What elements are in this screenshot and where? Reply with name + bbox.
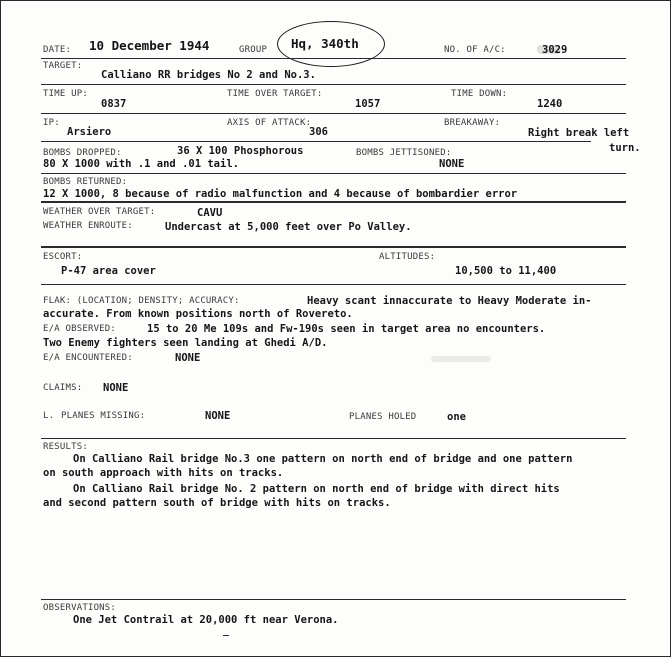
observations-value: One Jet Contrail at 20,000 ft near Verona. xyxy=(73,614,339,626)
planes-missing-value: NONE xyxy=(205,410,231,422)
time-over-target-label: TIME OVER TARGET: xyxy=(227,89,323,99)
flak-line2: accurate. From known positions north of Rovereto. xyxy=(43,308,353,320)
ea-observed-label: E/A OBSERVED: xyxy=(43,324,117,334)
ea-encountered-label: E/A ENCOUNTERED: xyxy=(43,353,133,363)
claims-value: NONE xyxy=(103,382,129,394)
date-label: DATE: xyxy=(43,45,72,55)
flak-label: FLAK: (LOCATION; DENSITY; ACCURACY: xyxy=(43,296,240,306)
escort-label: ESCORT: xyxy=(43,252,83,262)
time-over-target-value: 1057 xyxy=(355,98,381,110)
ip-value: Arsiero xyxy=(67,126,112,138)
time-down-value: 1240 xyxy=(537,98,563,110)
bombs-dropped-line2: 80 X 1000 with .1 and .01 tail. xyxy=(43,158,239,170)
breakaway-value-line1: Right break left xyxy=(528,127,630,139)
results-line1: On Calliano Rail bridge No.3 one pattern on north end of bridge and one pattern xyxy=(73,453,573,465)
small-dash-mark xyxy=(223,635,229,636)
bombs-dropped-label: BOMBS DROPPED: xyxy=(43,148,122,158)
bombs-jettisoned-label: BOMBS JETTISONED: xyxy=(356,148,452,158)
results-line2: on south approach with hits on tracks. xyxy=(43,467,284,479)
time-up-value: 0837 xyxy=(101,98,127,110)
axis-of-attack-label: AXIS OF ATTACK: xyxy=(227,118,312,128)
bombs-jettisoned-value: NONE xyxy=(439,158,465,170)
altitudes-value: 10,500 to 11,400 xyxy=(455,265,557,277)
rule-ip xyxy=(41,141,591,142)
planes-holed-value: one xyxy=(447,411,466,423)
faded-text-smudge xyxy=(431,356,491,362)
altitudes-label: ALTITUDES: xyxy=(379,252,436,262)
rule-observations xyxy=(41,599,626,600)
bombs-returned-label: BOMBS RETURNED: xyxy=(43,177,128,187)
results-line3: On Calliano Rail bridge No. 2 pattern on north end of bridge with direct hits xyxy=(73,483,560,495)
bombs-returned-value: 12 X 1000, 8 because of radio malfunction and 4 because of bombardier error xyxy=(43,188,518,200)
breakaway-value-line2: turn. xyxy=(609,142,641,154)
axis-of-attack-value: 306 xyxy=(309,126,328,138)
target-value: Calliano RR bridges No 2 and No.3. xyxy=(101,69,316,81)
rule-bombs-returned xyxy=(41,201,626,203)
weather-enroute-label: WEATHER ENROUTE: xyxy=(43,221,133,231)
group-value: Hq, 340th xyxy=(291,36,359,51)
rule-bombs-dropped xyxy=(41,173,626,174)
time-up-label: TIME UP: xyxy=(43,89,88,99)
bombs-dropped-line1: 36 X 100 Phosphorous xyxy=(177,145,304,157)
results-label: RESULTS: xyxy=(43,442,88,452)
rule-date xyxy=(41,58,626,59)
flak-line1: Heavy scant innaccurate to Heavy Moderate in- xyxy=(307,295,592,307)
results-line4: and second pattern south of bridge with hits on tracks. xyxy=(43,497,391,509)
ea-observed-line1: 15 to 20 Me 109s and Fw-190s seen in target area no encounters. xyxy=(147,323,546,335)
ea-encountered-value: NONE xyxy=(175,352,201,364)
target-label: TARGET: xyxy=(43,61,83,71)
weather-over-target-value: CAVU xyxy=(197,207,223,219)
claims-label: CLAIMS: xyxy=(43,383,83,393)
observations-label: OBSERVATIONS: xyxy=(43,603,117,613)
ip-label: IP: xyxy=(43,118,60,128)
rule-times xyxy=(41,113,626,114)
escort-value: P-47 area cover xyxy=(61,265,156,277)
rule-planes xyxy=(41,438,626,439)
no-ac-label: NO. OF A/C: xyxy=(444,45,506,55)
weather-enroute-value: Undercast at 5,000 feet over Po Valley. xyxy=(165,221,412,233)
no-ac-value: 3029 xyxy=(542,44,568,56)
rule-weather xyxy=(41,246,626,248)
planes-missing-label: PLANES MISSING: xyxy=(61,411,146,421)
time-down-label: TIME DOWN: xyxy=(451,89,508,99)
date-value: 10 December 1944 xyxy=(89,38,210,53)
planes-missing-prefix: L. xyxy=(43,411,55,421)
planes-holed-label: PLANES HOLED xyxy=(349,412,417,422)
rule-target xyxy=(41,84,626,85)
group-label: GROUP xyxy=(239,45,268,55)
breakaway-label: BREAKAWAY: xyxy=(444,118,501,128)
weather-over-target-label: WEATHER OVER TARGET: xyxy=(43,207,156,217)
ea-observed-line2: Two Enemy fighters seen landing at Ghedi A/D. xyxy=(43,337,328,349)
rule-escort xyxy=(41,284,626,285)
